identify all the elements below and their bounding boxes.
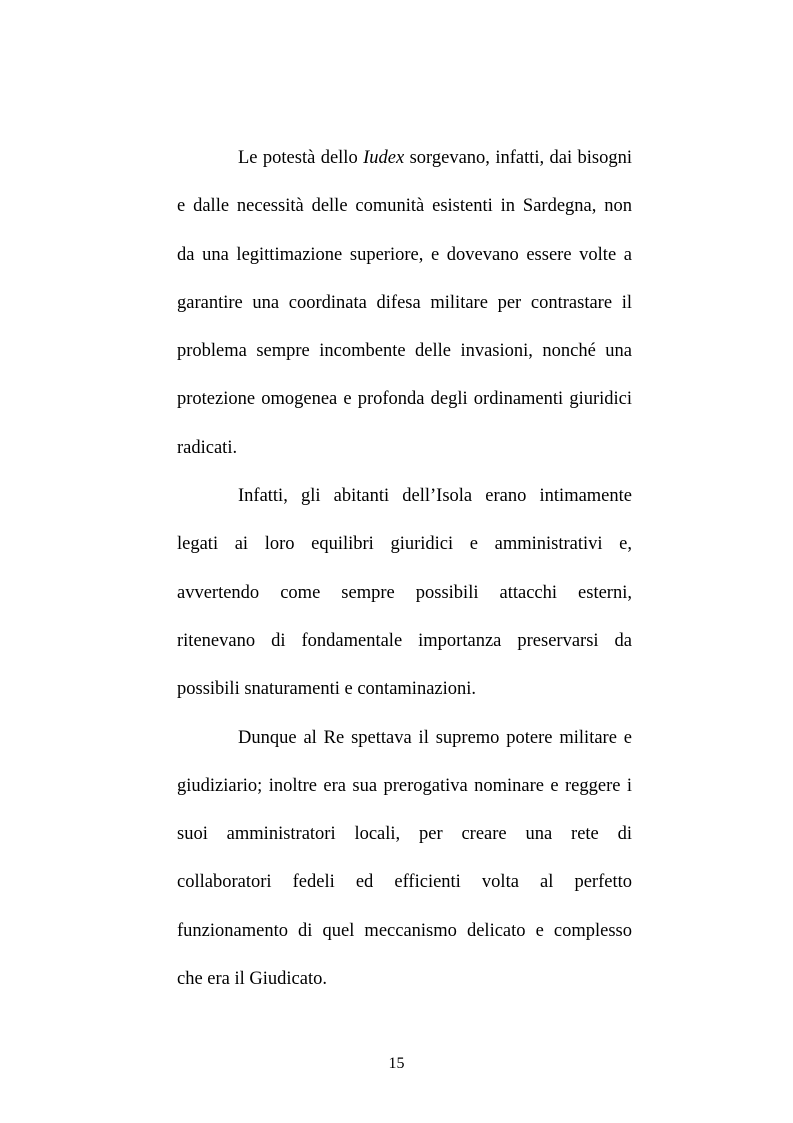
text-line: Dunque al Re spettava il supremo potere militare e [238, 727, 632, 748]
iudex-term: Iudex [363, 148, 405, 168]
text-run: Le potestà dello [238, 148, 364, 168]
text-line: avvertendo come sempre possibili attacchi esterni, [177, 582, 632, 603]
text-line: funzionamento di quel meccanismo delicato e complesso [177, 920, 632, 941]
text-line: da una legittimazione superiore, e dovevano essere volte a [177, 244, 632, 265]
text-line: radicati. [177, 437, 238, 458]
text-line: suoi amministratori locali, per creare una rete di [177, 824, 632, 845]
text-line: Infatti, gli abitanti dell’Isola erano intimamente [238, 486, 632, 507]
text-line: possibili snaturamenti e contaminazioni. [177, 679, 477, 700]
text-run: sorgevano, infatti, dai bisogni [404, 148, 633, 168]
paragraph-1 [177, 134, 632, 472]
text-line: giudiziario; inoltre era sua prerogativa nominare e reggere i [177, 775, 632, 796]
paragraph-3 [177, 714, 632, 1004]
text-line: problema sempre incombente delle invasioni, nonché una [177, 341, 632, 362]
page-number: 15 [388, 1055, 405, 1072]
text-line: garantire una coordinata difesa militare per contrastare il [177, 292, 632, 313]
text-line: che era il Giudicato. [177, 969, 327, 990]
text-line: collaboratori fedeli ed efficienti volta al perfetto [177, 872, 632, 893]
text-line: ritenevano di fondamentale importanza preservarsi da [177, 630, 632, 651]
text-line: e dalle necessità delle comunità esistenti in Sardegna, non [177, 196, 632, 217]
paragraph-2 [177, 472, 632, 713]
text-line: legati ai loro equilibri giuridici e amministrativi e, [177, 534, 632, 555]
text-line: protezione omogenea e profonda degli ordinamenti giuridici [177, 389, 632, 410]
text-line [177, 134, 632, 182]
body-text [177, 134, 632, 1003]
